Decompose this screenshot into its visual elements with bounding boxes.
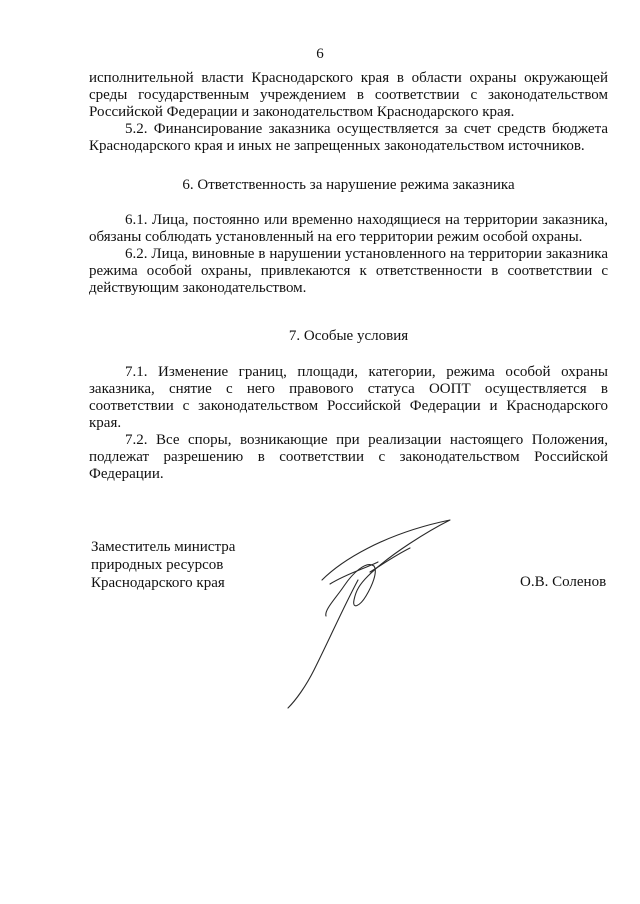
section7-heading: 7. Особые условия <box>288 328 409 344</box>
signatory-title-line1: Заместитель министра <box>91 539 236 555</box>
section5-continuation <box>89 70 608 155</box>
paragraph-7-2: 7.2. Все споры, возникающие при реализации настоящего Положения, подлежат разрешению в соответствии с законодательством Российской Федерации. <box>89 432 608 482</box>
paragraph-5-2: 5.2. Финансирование заказника осуществляется за счет средств бюджета Краснодарского края и иных не запрещенных законодательством источников. <box>89 121 608 154</box>
handwritten-signature <box>270 510 470 710</box>
signatory-title-line3: Краснодарского края <box>91 575 225 591</box>
paragraph-6-2: 6.2. Лица, виновные в нарушении установленного на территории заказника режима особой охраны, привлекаются к ответственности в соответствии с действующим законодательством. <box>89 246 608 296</box>
signer-name: О.В. Соленов <box>520 574 607 590</box>
section6-heading: 6. Ответственность за нарушение режима заказника <box>182 177 515 193</box>
paragraph-7-1: 7.1. Изменение границ, площади, категории, режима особой охраны заказника, снятие с него правового статуса ООПТ осуществляется в соответствии с законодательством Российской Федерации и Краснодарского края. <box>89 364 608 431</box>
signatory-title-line2: природных ресурсов <box>91 557 224 573</box>
section5-1-continuation: исполнительной власти Краснодарского края в области охраны окружающей среды государственным учреждением в соответствии с законодательством Российской Федерации и законодательством Краснодарского края. <box>89 70 608 120</box>
paragraph-6-1: 6.1. Лица, постоянно или временно находящиеся на территории заказника, обязаны соблюдать установленный на его территории режим особой охраны. <box>89 212 608 245</box>
signatory-title <box>91 538 235 592</box>
section7-body <box>89 364 608 483</box>
page-number: 6 <box>316 46 324 62</box>
section6-body <box>89 212 608 297</box>
